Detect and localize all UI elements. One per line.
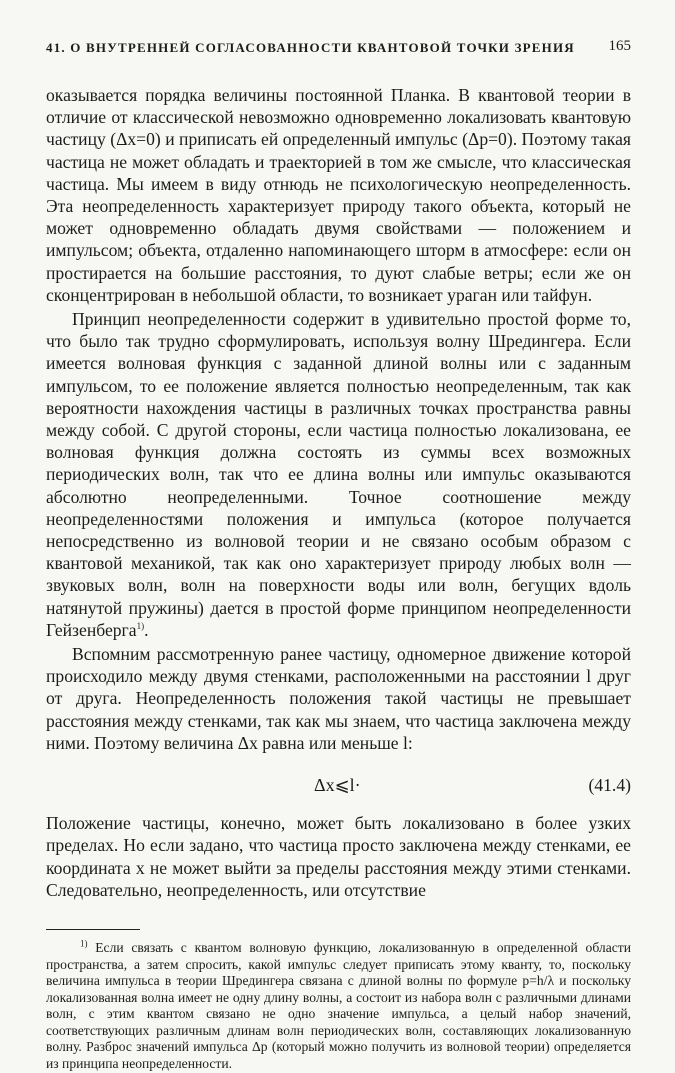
- paragraph-1: оказывается порядка величины постоянной Планка. В квантовой теории в отличие от классической невозможно одновременно локализовать квантовую частицу (Δx=0) и приписать ей определенный импульс (Δp=0). Поэтому такая частица не может обладать и траекторией в том же смысле, что классическая частица. Мы имеем в виду отнюдь не психологическую неопределенность. Эта неопределенность характеризует природу такого объекта, который не может одновременно обладать двумя свойствами — положением и импульсом; объекта, отдаленно напоминающего шторм в атмосфере: если он простирается на большие расстояния, то дуют слабые ветры; если же он сконцентрирован в небольшой области, то возникает ураган или тайфун.: [46, 85, 631, 305]
- footnote-reference: 1): [136, 621, 145, 632]
- paragraph-2-text: Принцип неопределенности содержит в удивительно простой форме то, что было так трудно сформулировать, используя волну Шредингера. Если имеется волновая функция с заданной длиной волны или с заданным импульсом, то ее положение является полностью неопределенным, так как вероятности нахождения частицы в различных точках пространства равны между собой. С другой стороны, если частица полностью локализована, ее волновая функция должна состоять из суммы всех возможных периодических волн, так что ее длина волны или импульс оказываются абсолютно неопределенными. Точное соотношение между неопределенностями положения и импульса (которое получается непосредственно из волновой теории и не связано особым образом с квантовой механикой, так как оно характеризует природу любых волн — звуковых волн, волн на поверхности воды или волн, бегущих вдоль натянутой пружины) дается в простой форме принципом неопределенности Гейзенберга: [46, 309, 631, 640]
- equation-expression: Δx⩽l·: [314, 775, 361, 796]
- main-text: [46, 84, 631, 901]
- footnote-text: Если связать с квантом волновую функцию, локализованную в определенной области пространства, а затем спросить, какой импульс следует приписать этому кванту, то, поскольку величина импульса в теории Шредингера связана с длиной волны по формуле p=h/λ и поскольку локализованная волна имеет не одну длину волны, а состоит из набора волн с различными длинами волн, с этим квантом связано не одно значение импульса, а целый набор значений, соответствующих различным длинам волн периодических волн, составляющих локализованную волну. Разброс значений импульса Δp (который можно получить из волновой теории) определяется из принципа неопределенности.: [46, 939, 631, 1072]
- paragraph-3: Вспомним рассмотренную ранее частицу, одномерное движение которой происходило между двумя стенками, расположенными на расстоянии l друг от друга. Неопределенность положения такой частицы не превышает расстояния между стенками, так как мы знаем, что частица заключена между ними. Поэтому величина Δx равна или меньше l:: [46, 644, 631, 753]
- page-number: 165: [608, 38, 631, 54]
- paragraph-2: Принцип неопределенности содержит в удивительно простой форме то, что было так трудно сформулировать, используя волну Шредингера. Если имеется волновая функция с заданной длиной волны или с заданным импульсом, то ее положение является полностью неопределенным, так как вероятности нахождения частицы в различных точках пространства равны между собой. С другой стороны, если частица полностью локализована, ее волновая функция должна состоять из суммы всех возможных периодических волн, так что ее длина волны или импульс оказываются абсолютно неопределенными. Точное соотношение между неопределенностями положения и импульса (которое получается непосредственно из волновой теории и не связано особым образом с квантовой механикой, так как оно характеризует природу любых волн — звуковых волн, волн на поверхности воды или волн, бегущих вдоль натянутой пружины) дается в простой форме принципом неопределенности Гейзенберга$^{1)}$.: [46, 309, 631, 640]
- paragraph-4: Положение частицы, конечно, может быть локализовано в более узких пределах. Но если задано, что частица просто заключена между стенками, ее координата x не может выйти за пределы расстояния между этими стенками. Следовательно, неопределенность, или отсутствие: [46, 813, 631, 900]
- equation-41-4: [46, 762, 631, 808]
- section-title: 41. О ВНУТРЕННЕЙ СОГЛАСОВАННОСТИ КВАНТОВОЙ ТОЧКИ ЗРЕНИЯ: [46, 40, 575, 55]
- equation-number: (41.4): [588, 775, 631, 796]
- running-header: [46, 38, 631, 62]
- footnote-divider: [46, 929, 140, 930]
- footnote-marker: 1): [80, 938, 88, 949]
- footnote: [46, 940, 631, 1073]
